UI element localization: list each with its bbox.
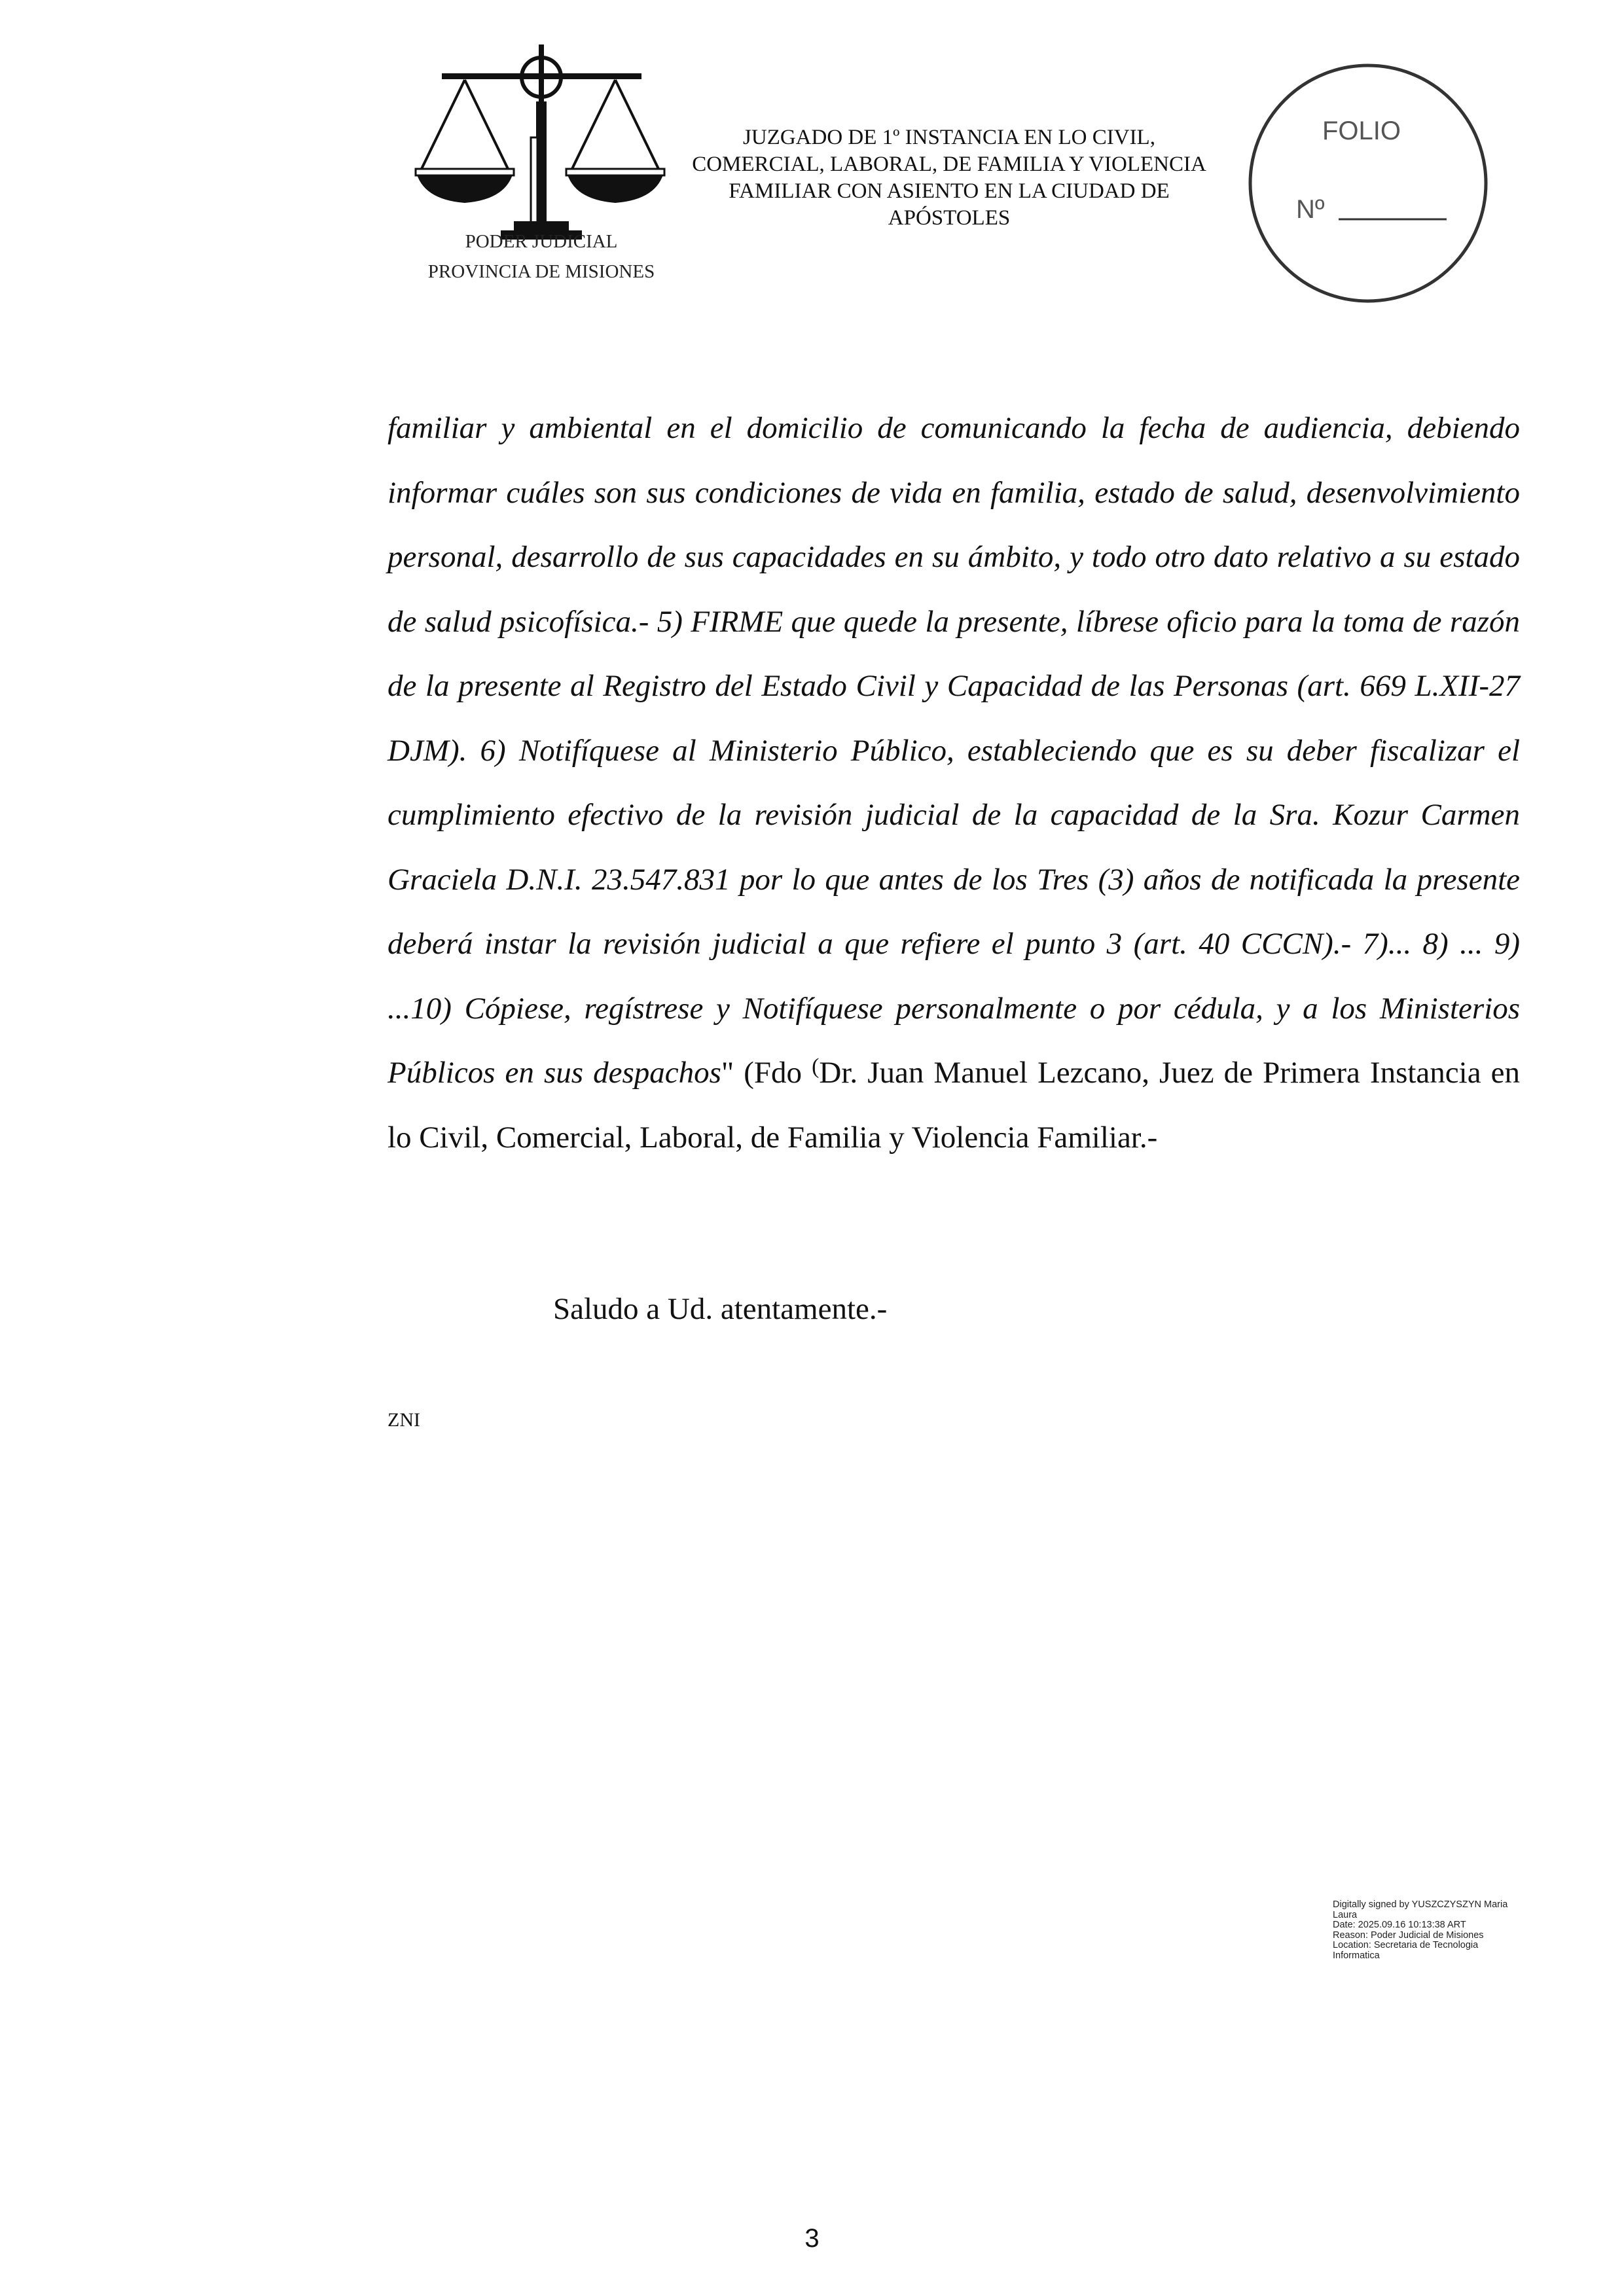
poder-judicial-logo (403, 39, 677, 295)
digital-signature-line: Laura (1333, 1909, 1358, 1920)
folio-number-label: Nº (1296, 195, 1325, 224)
signature-attribution: Dr. Juan Manuel Lezcano, Juez de Primera Instancia en lo Civil, Comercial, Laboral, de Familia y Violencia Familiar.- (388, 1056, 1520, 1155)
court-header-line: APÓSTOLES (888, 206, 1011, 230)
folio-circle (1250, 65, 1486, 301)
digital-signature-line: Digitally signed by YUSZCZYSZYN Maria (1333, 1899, 1508, 1910)
scales-of-justice-icon (403, 39, 677, 295)
digital-signature-line: Location: Secretaria de Tecnologia (1333, 1940, 1479, 1950)
resolution-quoted-text: familiar y ambiental en el domicilio de comunicando la fecha de audiencia, debiendo informar cuáles son sus condiciones de vida en familia, estado de salud, desenvolvimiento personal, desarrollo de sus capacidades en su ámbito, y todo otro dato relativo a su estado de salud psicofísica.- 5) FIRME que quede la presente, líbrese oficio para la toma de razón de la presente al Registro del Estado Civil y Capacidad de las Personas (art. 669 L.XII-27 DJM). 6) Notifíquese al Ministerio Público, estableciendo que es su deber fiscalizar el cumplimiento efectivo de la revisión judicial de la capacidad de la Sra. Kozur Carmen Graciela D.N.I. 23.547.831 por lo que antes de los Tres (3) años de notificada la presente deberá instar la revisión judicial a que refiere el punto 3 (art. 40 CCCN).- 7)... 8) ... 9) ...10) Cópiese, regístrese y Notifíquese personalmente o por cédula, y a los Ministerios Públicos en sus despachos (388, 411, 1520, 1090)
digital-signature-line: Date: 2025.09.16 10:13:38 ART (1333, 1920, 1466, 1930)
folio-label: FOLIO (1322, 117, 1401, 145)
logo-line-2: PROVINCIA DE MISIONES (427, 261, 655, 282)
signature-attribution-open: " (Fdo (721, 1056, 812, 1090)
court-header (674, 124, 1224, 232)
resolution-paragraph (388, 396, 1520, 1170)
court-header-line: JUZGADO DE 1º INSTANCIA EN LO CIVIL, (743, 126, 1155, 149)
drafter-initials: ZNI (388, 1409, 420, 1431)
page-number: 3 (804, 2224, 820, 2253)
superscript-mark: ( (812, 1054, 820, 1079)
court-header-line: FAMILIAR CON ASIENTO EN LA CIUDAD DE (729, 179, 1170, 203)
digital-signature-block (1333, 1900, 1555, 1961)
court-header-line: COMERCIAL, LABORAL, DE FAMILIA Y VIOLENCIA (692, 152, 1206, 176)
digital-signature-line: Informatica (1333, 1950, 1380, 1961)
logo-line-1: PODER JUDICIAL (465, 231, 618, 252)
folio-stamp (1247, 62, 1489, 304)
digital-signature-line: Reason: Poder Judicial de Misiones (1333, 1929, 1484, 1941)
closing-salutation: Saludo a Ud. atentamente.- (553, 1292, 888, 1326)
resolution-body (388, 396, 1520, 1170)
